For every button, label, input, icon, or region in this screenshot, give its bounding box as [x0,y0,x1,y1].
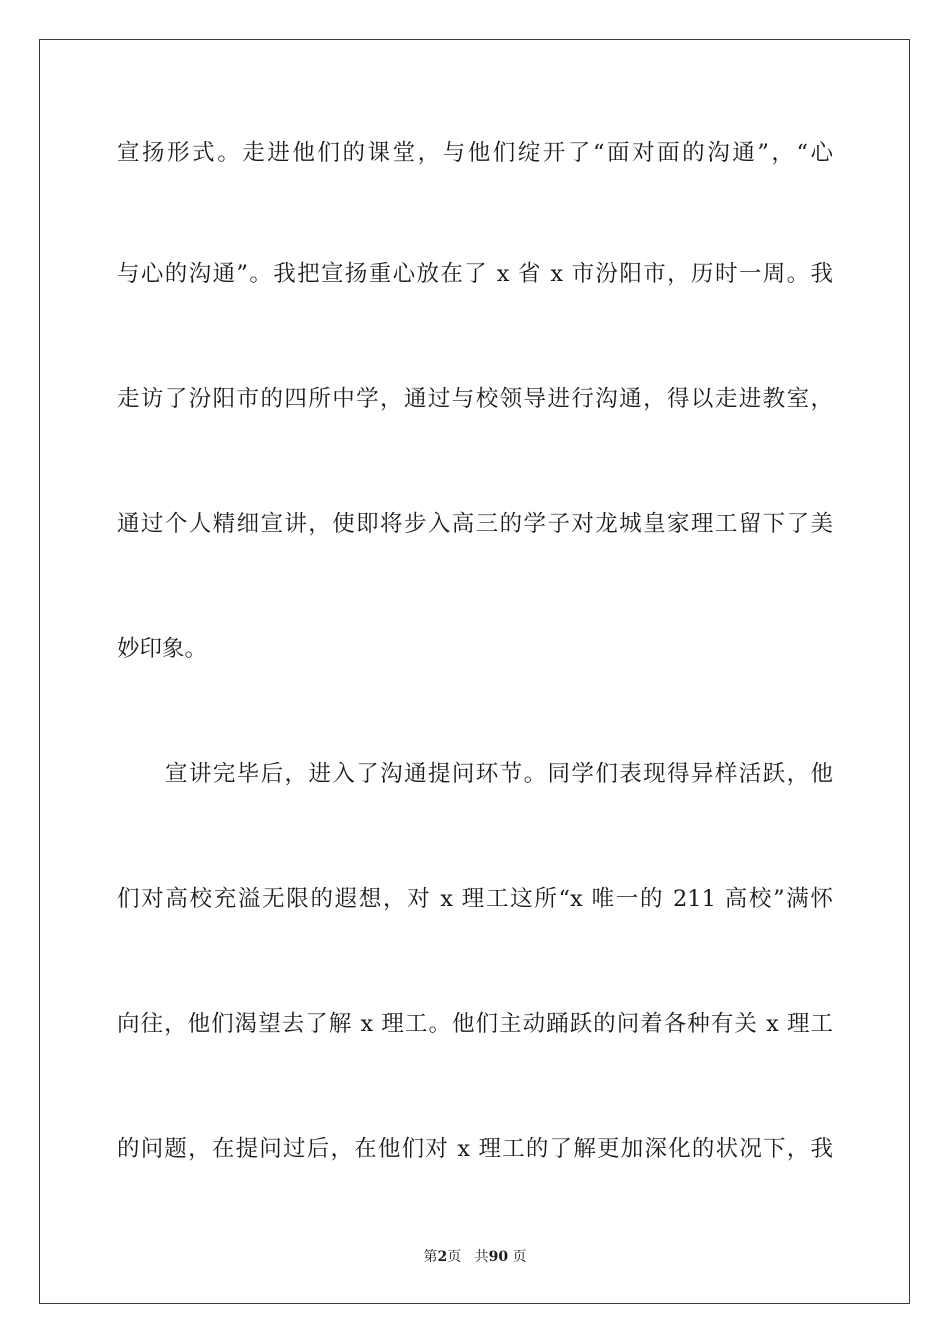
body-text-line: 的问题，在提问过后，在他们对 x 理工的了解更加深化的状况下，我 [117,1136,833,1162]
page-number: 2 [437,1249,448,1265]
page-label-prefix: 第 [423,1249,438,1265]
page-border [39,39,910,1304]
body-text-line: 宣扬形式。走进他们的课堂，与他们绽开了“面对面的沟通”，“心 [117,140,833,166]
body-text-line: 走访了汾阳市的四所中学，通过与校领导进行沟通，得以走进教室， [117,386,833,412]
body-text-line: 妙印象。 [117,636,208,662]
body-text-line: 与心的沟通”。我把宣扬重心放在了 x 省 x 市汾阳市，历时一周。我 [117,261,833,287]
total-pages: 90 [488,1249,509,1265]
total-label-prefix: 共 [474,1249,489,1265]
body-text-line: 通过个人精细宣讲，使即将步入高三的学子对龙城皇家理工留下了美 [117,511,833,537]
total-label-suffix: 页 [512,1249,527,1265]
page-label-suffix: 页 [447,1249,462,1265]
body-text-line: 们对高校充溢无限的遐想，对 x 理工这所“x 唯一的 211 高校”满怀 [117,886,833,912]
body-text-line: 向往，他们渴望去了解 x 理工。他们主动踊跃的问着各种有关 x 理工 [117,1011,833,1037]
page-footer [0,1246,950,1266]
paragraph-first-line: 宣讲完毕后，进入了沟通提问环节。同学们表现得异样活跃，他 [165,761,833,787]
